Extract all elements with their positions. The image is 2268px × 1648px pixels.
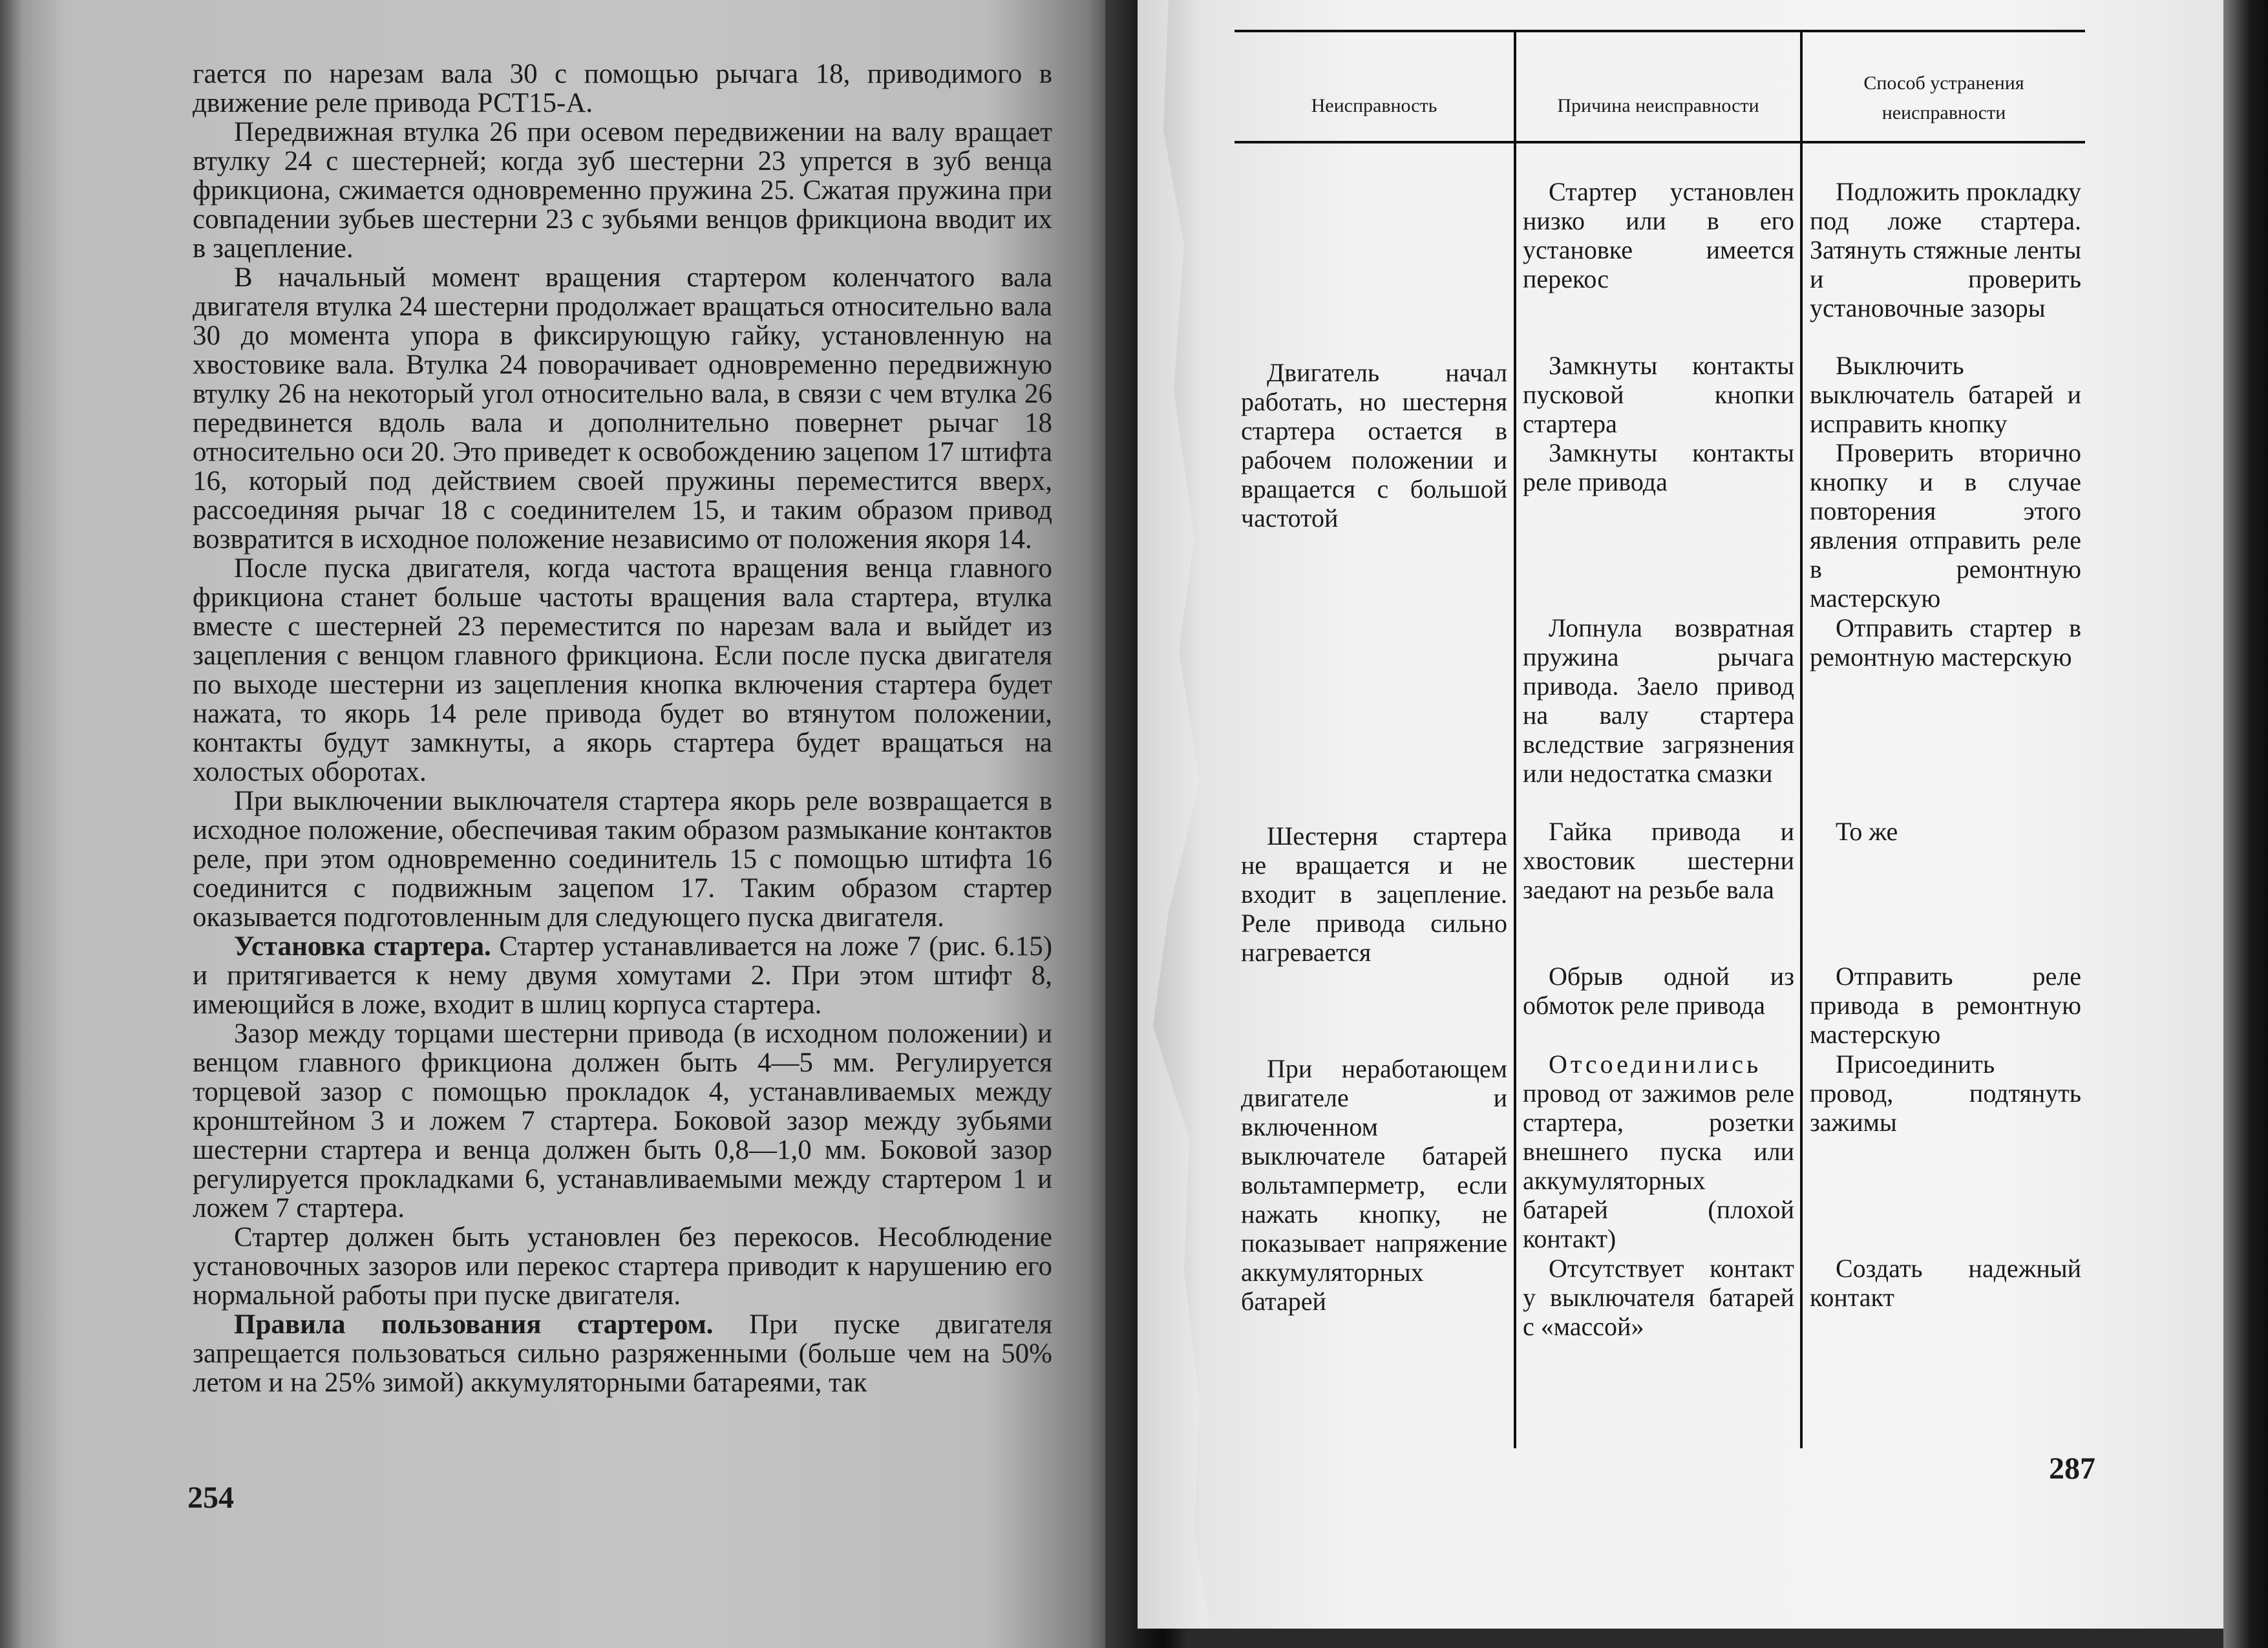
remedy-cell (1810, 613, 2081, 671)
cause-cell (1523, 1254, 1794, 1341)
remedy-cell (1810, 1050, 2081, 1137)
remedy-cell (1810, 351, 2081, 438)
fault-cell (1241, 1054, 1507, 1316)
paragraph: При выключении выключателя стартера якорь реле возвращается в исходное положение, обеспечивая таким образом размыкание контактов реле, при этом одновременно соединитель 15 с помощью штифта 16 соединится с подвижным зацепом 17. Таким образом стартер оказывается подготовленным для следующего пуска двигателя. (193, 786, 1052, 933)
remedy-text: Подложить прокладку под ложе стартера. Затянуть стяжные ленты и проверить установочные зазоры (1810, 177, 2081, 322)
header-cause: Причина неисправности (1557, 95, 1759, 116)
remedy-text: То же (1836, 817, 1898, 846)
remedy-text: Отправить стартер в ремонтную мастерскую (1810, 613, 2081, 671)
cause-cell (1523, 438, 1794, 496)
paragraph: Зазор между торцами шестерни привода (в исходном положении) и венцом главного фрикциона должен быть 4—5 мм. Регулируется торцевой зазор с помощью прокладок 4, устанавливаемых между кронштейном 3 и ложем 7 стартера. Боковой зазор между зубьями шестерни стартера и венца должен быть 0,8—1,0 мм. Боковой зазор регулируется прокладками 6, устанавливаемыми между стартером 1 и ложем 7 стартера. (193, 1019, 1052, 1223)
install-text: Стартер устанавливается на ложе 7 (рис. 6.15) и притягивается к нему двумя хомутами 2. При этом штифт 8, имеющийся в ложе, входит в шлиц корпуса стартера. (193, 931, 1053, 1020)
cause-text: Обрыв одной из обмоток реле привода (1523, 962, 1794, 1020)
paragraph-install (193, 932, 1052, 1019)
remedy-cell (1810, 1254, 2081, 1312)
table-top-rule (1235, 30, 2085, 32)
paragraph: После пуска двигателя, когда частота вращения венца главного фрикциона станет больше частоты вращения вала стартера, втулка вместе с шестерней 23 переместится по нарезам вала и выйдет из зацепления с венцом главного фрикциона. Если после пуска двигателя по выходе шестерни из зацепления кнопка включения стартера будет нажата, то якорь 14 реле привода будет во втянутом положении, контакты будут замкнуты, а якорь стартера будет вращаться на холостых оборотах. (193, 553, 1052, 787)
fault-cell (1241, 821, 1507, 967)
cause-text: Отсутствует контакт у выключателя батарей с «массой» (1523, 1254, 1794, 1341)
header-fault: Неисправность (1311, 95, 1437, 116)
paragraph: Передвижная втулка 26 при осевом передвижении на валу вращает втулку 24 с шестерней; когда зуб шестерни 23 упрется в зуб венца фрикциона, сжимается одновременно пружина 25. Сжатая пружина при совпадении зубьев шестерни 23 с зубьями венцов фрикциона вводит их в зацепление. (193, 117, 1052, 264)
left-page-text (193, 59, 1052, 1397)
cause-cell (1523, 177, 1794, 293)
table-header-rule (1235, 141, 2085, 143)
cause-text: Стартер установлен низко или в его установке имеется перекос (1523, 177, 1794, 293)
page-number-left: 254 (187, 1481, 234, 1515)
fault-text: При неработающем двигателе и включенном выключателе батарей вольтамперметр, если нажать кнопку, не показывает напряжение аккумуляторных батарей (1241, 1054, 1507, 1316)
rules-text: При пуске двигателя запрещается пользоваться сильно разряженными (больше чем на 50% летом и на 25% зимой) аккумуляторными батареями, так (193, 1309, 1052, 1398)
book-edge (2223, 0, 2268, 1648)
paragraph: В начальный момент вращения стартером коленчатого вала двигателя втулка 24 шестерни продолжает вращаться относительно вала 30 до момента упора в фиксирующую гайку, установленную на хвостовике вала. Втулка 24 поворачивает одновременно передвижную втулку 26 на некоторый угол относительно вала, в связи с чем втулка 26 передвинется вдоль вала и дополнительно повернет рычаг 18 относительно оси 20. Это приведет к освобождению зацепом 17 штифта 16, который под действием своей пружины переместится вверх, рассоединяя рычаг 18 с соединителем 15, и таким образом привод возвратится в исходное положение независимо от положения якоря 14. (193, 262, 1052, 555)
column-divider (1800, 30, 1803, 1448)
remedy-text: Отправить реле привода в ремонтную мастерскую (1810, 962, 2081, 1049)
cause-text: Замкнуты контакты реле привода (1523, 438, 1794, 496)
cause-cell (1523, 962, 1794, 1020)
remedy-cell (1810, 817, 2081, 846)
cause-text-spaced: Отсоединились (1549, 1050, 1762, 1079)
fault-text: Двигатель начал работать, но шестерня стартера остается в рабочем положении и вращается с большой частотой (1241, 358, 1507, 533)
paragraph-rules (193, 1310, 1052, 1397)
remedy-cell (1810, 177, 2081, 322)
header-remedy: Способ устранения неисправности (1863, 72, 2024, 123)
cause-cell (1523, 817, 1794, 904)
cause-text: провод от зажимов реле стартера, розетки внешнего пуска или аккумуляторных батарей (плохой контакт) (1523, 1079, 1794, 1253)
cause-text: Лопнула возвратная пружина рычага привода. Заело привод на валу стартера вследствие загрязнения или недостатка смазки (1523, 613, 1794, 788)
cause-text: Замкнуты контакты пусковой кнопки стартера (1523, 351, 1794, 438)
remedy-text: Проверить вторично кнопку и в случае повторения этого явления отправить реле в ремонтную мастерскую (1810, 438, 2081, 613)
column-divider (1514, 30, 1516, 1448)
fault-cell (1241, 358, 1507, 533)
paragraph: Стартер должен быть установлен без перекосов. Несоблюдение установочных зазоров или перекос стартера приводит к нарушению его нормальной работы при пуске двигателя. (193, 1222, 1052, 1311)
cause-cell (1523, 351, 1794, 438)
remedy-text: Выключить выключатель батарей и исправить кнопку (1810, 351, 2081, 438)
remedy-text: Присоединить провод, подтянуть зажимы (1810, 1050, 2081, 1137)
rules-heading: Правила пользования стартером. (234, 1309, 714, 1340)
cause-text: Гайка привода и хвостовик шестерни заедают на резьбе вала (1523, 817, 1794, 904)
paragraph: гается по нарезам вала 30 с помощью рычага 18, приводимого в движение реле привода РСТ15-А. (193, 59, 1052, 118)
cause-cell (1523, 613, 1794, 788)
remedy-cell (1810, 438, 2081, 613)
page-number-right: 287 (2049, 1452, 2095, 1486)
cause-cell (1523, 1050, 1794, 1253)
fault-table (1235, 30, 2172, 1452)
fault-text: Шестерня стартера не вращается и не входит в зацепление. Реле привода сильно нагревается (1241, 821, 1507, 967)
remedy-cell (1810, 962, 2081, 1049)
install-heading: Установка стартера. (234, 931, 491, 962)
remedy-text: Создать надежный контакт (1810, 1254, 2081, 1312)
